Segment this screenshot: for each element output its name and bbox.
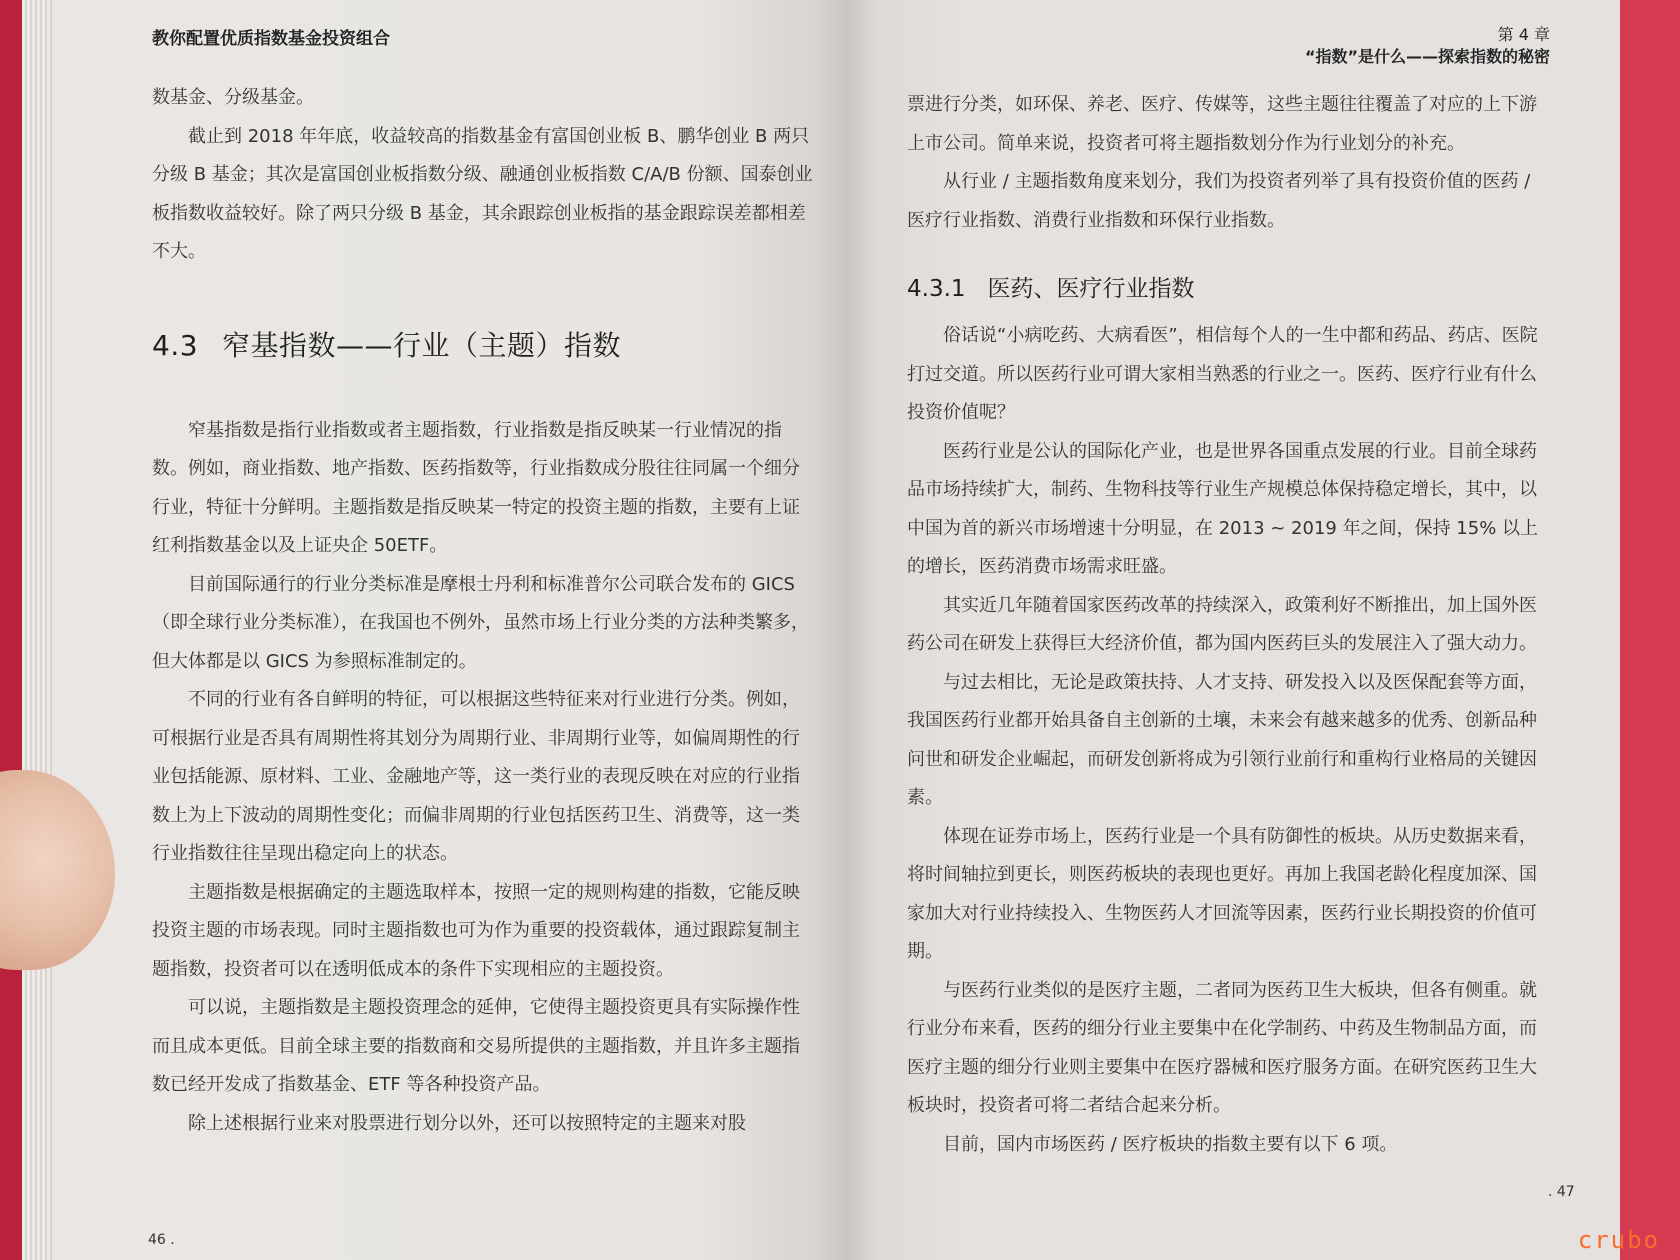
subsection-number: 4.3.1 [907,276,966,302]
paragraph: 其实近几年随着国家医药改革的持续深入，政策利好不断推出，加上国外医药公司在研发上获得巨大经济价值，都为国内医药巨头的发展注入了强大动力。 [907,594,1537,654]
subsection-heading [907,270,1550,303]
paragraph: 主题指数是根据确定的主题选取样本，按照一定的规则构建的指数，它能反映投资主题的市场表现。同时主题指数也可为作为重要的投资载体，通过跟踪复制主题指数，投资者可以在透明低成本的条件下实现相应的主题投资。 [152,881,800,980]
paragraph: 目前国际通行的行业分类标准是摩根士丹利和标准普尔公司联合发布的 GICS（即全球行业分类标准），在我国也不例外，虽然市场上行业分类的方法种类繁多，但大体都是以 GICS 为参照标准制定的。 [152,573,809,672]
paragraph: 票进行分类，如环保、养老、医疗、传媒等，这些主题往往覆盖了对应的上下游上市公司。简单来说，投资者可将主题指数划分作为行业划分的补充。 [907,94,1537,154]
running-head: 教你配置优质指数基金投资组合 [152,29,390,49]
page-number-left: 46 . [148,1232,175,1248]
chapter-title: “指数”是什么——探索指数的秘密 [1304,47,1550,66]
running-head [907,24,1550,68]
paragraph: 截止到 2018 年年底，收益较高的指数基金有富国创业板 B、鹏华创业 B 两只分级 B 基金；其次是富国创业板指数分级、融通创业板指数 C/A/B 份额、国泰创业板指数收益较好。除了两只分级 B 基金，其余跟踪创业板指的基金跟踪误差都相差不大。 [152,125,813,262]
paragraph: 除上述根据行业来对股票进行划分以外，还可以按照特定的主题来对股 [188,1112,746,1134]
paragraph: 不同的行业有各自鲜明的特征，可以根据这些特征来对行业进行分类。例如，可根据行业是否具有周期性将其划分为周期行业、非周期行业等，如偏周期性的行业包括能源、原材料、工业、金融地产等，这一类行业的表现反映在对应的行业指数上为上下波动的周期性变化；而偏非周期的行业包括医药卫生、消费等，这一类行业指数往往呈现出稳定向上的状态。 [152,689,800,864]
section-heading [152,324,817,364]
paragraph: 与医药行业类似的是医疗主题，二者同为医药卫生大板块，但各有侧重。就行业分布来看，医药的细分行业主要集中在化学制药、中药及生物制品方面，而医疗主题的细分行业则主要集中在医疗器械和医疗服务方面。在研究医药卫生大板块时，投资者可将二者结合起来分析。 [907,979,1537,1116]
paragraph: 体现在证券市场上，医药行业是一个具有防御性的板块。从历史数据来看，将时间轴拉到更长，则医药板块的表现也更好。再加上我国老龄化程度加深、国家加大对行业持续投入、生物医药人才回流等因素，医药行业长期投资的价值可期。 [907,825,1537,962]
paragraph: 窄基指数是指行业指数或者主题指数，行业指数是指反映某一行业情况的指数。例如，商业指数、地产指数、医药指数等，行业指数成分股往往同属一个细分行业，特征十分鲜明。主题指数是指反映某一特定的投资主题的指数，主要有上证红利指数基金以及上证央企 50ETF。 [152,419,800,556]
section-title: 窄基指数——行业（主题）指数 [222,328,622,362]
chapter-label: 第 4 章 [1497,25,1550,44]
paragraph: 可以说，主题指数是主题投资理念的延伸，它使得主题投资更具有实际操作性而且成本更低。目前全球主要的指数商和交易所提供的主题指数，并且许多主题指数已经开发成了指数基金、ETF 等各种投资产品。 [152,997,800,1095]
paragraph: 医药行业是公认的国际化产业，也是世界各国重点发展的行业。目前全球药品市场持续扩大，制药、生物科技等行业生产规模总体保持稳定增长，其中，以中国为首的新兴市场增速十分明显，在 2013 ~ 2019 年之间，保持 15% 以上的增长，医药消费市场需求旺盛。 [907,440,1539,577]
paragraph: 目前，国内市场医药 / 医疗板块的指数主要有以下 6 项。 [943,1133,1398,1155]
paragraph: 俗话说“小病吃药、大病看医”，相信每个人的一生中都和药品、药店、医院打过交道。所以医药行业可谓大家相当熟悉的行业之一。医药、医疗行业有什么投资价值呢？ [907,325,1538,423]
page-number-right: . 47 [1548,1184,1575,1200]
paragraph: 从行业 / 主题指数角度来划分，我们为投资者列举了具有投资价值的医药 / 医疗行业指数、消费行业指数和环保行业指数。 [907,171,1531,231]
left-page [52,0,847,1260]
right-page [847,0,1620,1260]
watermark: crubo [1577,1226,1660,1254]
subsection-title: 医药、医疗行业指数 [987,276,1195,302]
paragraph: 数基金、分级基金。 [152,87,314,108]
background-surface [1610,0,1680,1260]
page-stack-edge [22,0,56,1260]
paragraph: 与过去相比，无论是政策扶持、人才支持、研发投入以及医保配套等方面，我国医药行业都开始具备自主创新的土壤，未来会有越来越多的优秀、创新品种问世和研发企业崛起，而研发创新将成为引领行业前行和重构行业格局的关键因素。 [907,671,1537,808]
section-number: 4.3 [152,328,199,362]
